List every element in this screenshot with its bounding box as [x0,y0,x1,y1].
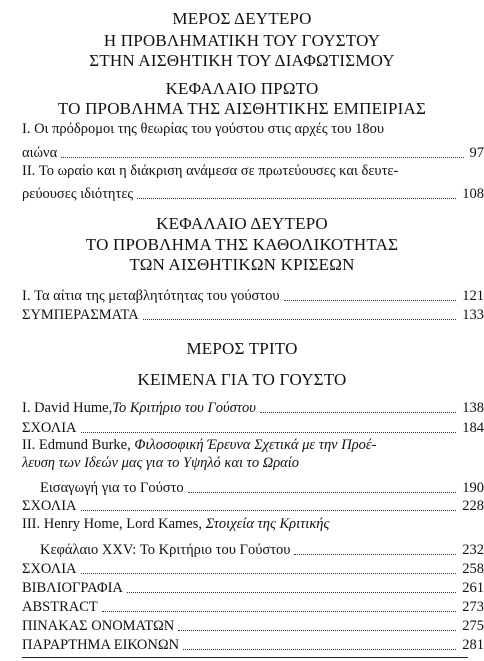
chapter1-entry-1 [22,145,484,161]
hume-work: Το Κριτήριο του Γούστου [112,400,256,416]
dot-leader [260,412,456,413]
part2-title: ΜΕΡΟΣ ΔΕΥΤΕΡΟ [172,9,312,28]
entry-label: ΒΙΒΛΙΟΓΡΑΦΙΑ [22,580,123,596]
burke-author: II. Edmund Burke, [22,437,135,453]
image-appendix-entry [22,637,484,653]
part3-subtitle: ΚΕΙΜΕΝΑ ΓΙΑ ΤΟ ΓΟΥΣΤΟ [137,370,347,389]
entry-label: ΠΙΝΑΚΑΣ ΟΝΟΜΑΤΩΝ [22,618,175,634]
kames-author: III. Henry Home, Lord Kames, [22,516,206,532]
page-number: 190 [462,480,484,496]
kames-chapter-entry [40,542,484,558]
dot-leader [284,300,457,301]
abstract-entry [22,599,484,615]
page-number: 273 [462,599,484,615]
dot-leader [102,611,457,612]
part3-title: ΜΕΡΟΣ ΤΡΙΤΟ [186,339,298,358]
page-number: 258 [462,561,484,577]
chapter2-entry-1 [22,288,484,304]
page-number: 275 [462,618,484,634]
chapter1-entry-2-line1: II. Το ωραίο και η διάκριση ανάμεσα σε πρωτεύουσες και δευτε- [22,163,399,179]
notes-entry-1 [22,420,484,436]
page-number: 281 [462,637,484,653]
page-number: 97 [469,145,484,161]
entry-label: ΣΧΟΛΙΑ [22,498,77,514]
conclusions-entry [22,307,484,323]
page-number: 121 [462,288,484,304]
page-number: 133 [462,307,484,323]
dot-leader [183,649,456,650]
page-number: 138 [462,400,484,416]
notes-entry-3 [22,561,484,577]
hume-author: I. David Hume, [22,400,113,416]
chapter2-subtitle-2: ΤΩΝ ΑΙΣΘΗΤΙΚΩΝ ΚΡΙΣΕΩΝ [129,255,355,274]
page-number: 232 [462,542,484,558]
entry-label: ΠΑΡΑΡΤΗΜΑ ΕΙΚΟΝΩΝ [22,637,180,653]
chapter2-subtitle-1: ΤΟ ΠΡΟΒΛΗΜΑ ΤΗΣ ΚΑΘΟΛΙΚΟΤΗΤΑΣ [85,235,399,254]
dot-leader [127,592,456,593]
chapter1-entry-1-line1: I. Οι πρόδρομοι της θεωρίας του γούστου στις αρχές του 18ου [22,121,385,137]
page-number: 108 [462,186,484,202]
entry-label: ΣΥΜΠΕΡΑΣΜΑΤΑ [22,307,139,323]
chapter1-entry-2 [22,186,484,202]
page-number: 228 [462,498,484,514]
dot-leader [137,198,456,199]
burke-intro-entry [40,480,484,496]
chapter1-entry-1-line2: αιώνα [22,145,58,161]
kames-line [22,516,329,532]
index-of-names-entry [22,618,484,634]
bibliography-entry [22,580,484,596]
part2-subtitle-1: Η ΠΡΟΒΛΗΜΑΤΙΚΗ ΤΟΥ ΓΟΥΣΤΟΥ [103,31,381,50]
entry-label: ΣΧΟΛΙΑ [22,561,77,577]
chapter1-entry-2-line2: ρεύουσες ιδιότητες [22,186,134,202]
hume-entry [22,400,484,416]
kames-work: Στοιχεία της Κριτικής [205,516,330,532]
entry-label: Κεφάλαιο XXV: Το Κριτήριο του Γούστου [40,542,291,558]
entry-label: Εισαγωγή για το Γούστο [40,480,184,496]
dot-leader [143,319,457,320]
dot-leader [188,492,457,493]
burke-line-1 [22,437,376,453]
dot-leader [178,630,456,631]
entry-label: I. Τα αίτια της μεταβλητότητας του γούστου [22,288,280,304]
dot-leader [294,554,456,555]
dot-leader [81,432,457,433]
dot-leader [81,510,457,511]
burke-line-2 [22,455,299,471]
entry-label: ΣΧΟΛΙΑ [22,420,77,436]
dot-leader [61,157,463,158]
notes-entry-2 [22,498,484,514]
page-number: 184 [462,420,484,436]
chapter2-title: ΚΕΦΑΛΑΙΟ ΔΕΥΤΕΡΟ [156,214,328,233]
bottom-rule [22,657,468,658]
chapter1-title: ΚΕΦΑΛΑΙΟ ΠΡΩΤΟ [165,79,319,98]
entry-label: ABSTRACT [22,599,98,615]
part2-subtitle-2: ΣΤΗΝ ΑΙΣΘΗΤΙΚΗ ΤΟΥ ΔΙΑΦΩΤΙΣΜΟΥ [89,51,395,70]
dot-leader [81,573,457,574]
page-number: 261 [462,580,484,596]
burke-work-1: Φιλοσοφική Έρευνα Σχετικά με την Προέ- [134,437,377,453]
chapter1-subtitle: ΤΟ ΠΡΟΒΛΗΜΑ ΤΗΣ ΑΙΣΘΗΤΙΚΗΣ ΕΜΠΕΙΡΙΑΣ [57,99,427,118]
burke-work-2: λευση των Ιδεών μας για το Υψηλό και το Ωραίο [22,455,300,471]
